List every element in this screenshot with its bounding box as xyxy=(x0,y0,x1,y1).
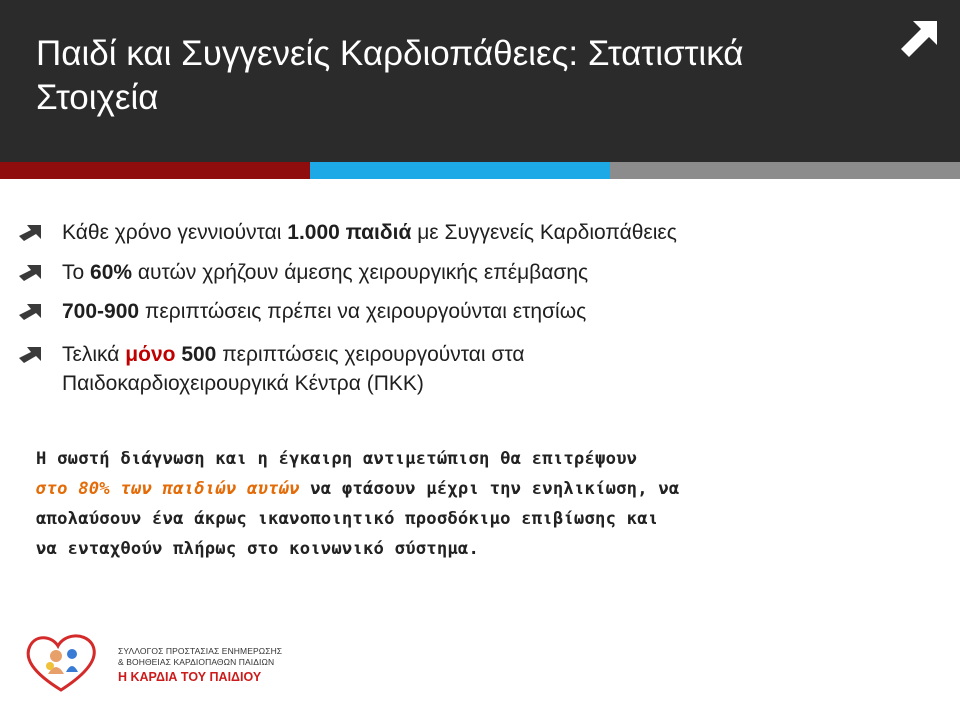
bullet-text-line2: Παιδοκαρδιοχειρουργικά Κέντρα (ΠΚΚ) xyxy=(62,372,424,395)
paragraph-line: απολαύσουν ένα άκρως ικανοποιητικό προσδόκιμο επιβίωσης και xyxy=(36,509,659,529)
bullet-arrow-icon xyxy=(18,224,42,242)
org-name: Η ΚΑΡΔΙΑ ΤΟΥ ΠΑΙΔΙΟΥ xyxy=(118,670,262,684)
color-band-blue xyxy=(310,162,610,179)
bullet-text: Κάθε χρόνο γεννιούνται xyxy=(62,221,288,244)
bullet-text: Το xyxy=(62,261,91,284)
color-band-red xyxy=(0,162,310,179)
bullet-arrow-icon xyxy=(18,303,42,321)
org-line-1: ΣΥΛΛΟΓΟΣ ΠΡΟΣΤΑΣΙΑΣ ΕΝΗΜΕΡΩΣΗΣ xyxy=(118,646,283,656)
bullet-highlight: μόνο xyxy=(125,343,176,366)
bullet-item xyxy=(62,340,942,398)
bullet-arrow-icon xyxy=(18,264,42,282)
bullet-text: με Συγγενείς Καρδιοπάθειες xyxy=(411,221,677,244)
bullet-text: περιπτώσεις χειρουργούνται στα xyxy=(216,343,525,366)
bullet-highlight: 1.000 παιδιά xyxy=(287,221,412,244)
bullet-highlight: 60% xyxy=(90,261,133,284)
slide-header xyxy=(0,0,960,162)
bullet-item xyxy=(62,258,942,287)
organization-logo xyxy=(22,630,322,700)
bullet-text: Τελικά xyxy=(62,343,126,366)
bullet-highlight: 500 xyxy=(181,343,217,366)
bullet-item xyxy=(62,218,942,247)
org-line-2: & ΒΟΗΘΕΙΑΣ ΚΑΡΔΙΟΠΑΘΩΝ ΠΑΙΔΙΩΝ xyxy=(118,657,275,667)
paragraph-line: να φτάσουν μέχρι την ενηλικίωση, να xyxy=(299,479,680,499)
arrow-up-right-icon xyxy=(897,17,941,61)
paragraph-line: Η σωστή διάγνωση και η έγκαιρη αντιμετώπιση θα επιτρέψουν xyxy=(36,449,638,469)
heart-family-icon xyxy=(22,630,100,696)
slide-title: Παιδί και Συγγενείς Καρδιοπάθειες: Στατιστικά Στοιχεία xyxy=(36,34,744,117)
bullet-text: αυτών χρήζουν άμεσης χειρουργικής επέμβασης xyxy=(132,261,589,284)
paragraph-line: να ενταχθούν πλήρως στο κοινωνικό σύστημα. xyxy=(36,539,480,559)
bullet-highlight: 700-900 xyxy=(62,300,140,323)
paragraph-emphasis: στο 80% των παιδιών αυτών xyxy=(36,479,300,499)
bullet-item xyxy=(62,297,942,326)
summary-paragraph xyxy=(36,444,936,564)
bullet-text: περιπτώσεις πρέπει να χειρουργούνται ετησίως xyxy=(139,300,587,323)
color-band-gray xyxy=(610,162,960,179)
bullet-arrow-icon xyxy=(18,346,42,364)
